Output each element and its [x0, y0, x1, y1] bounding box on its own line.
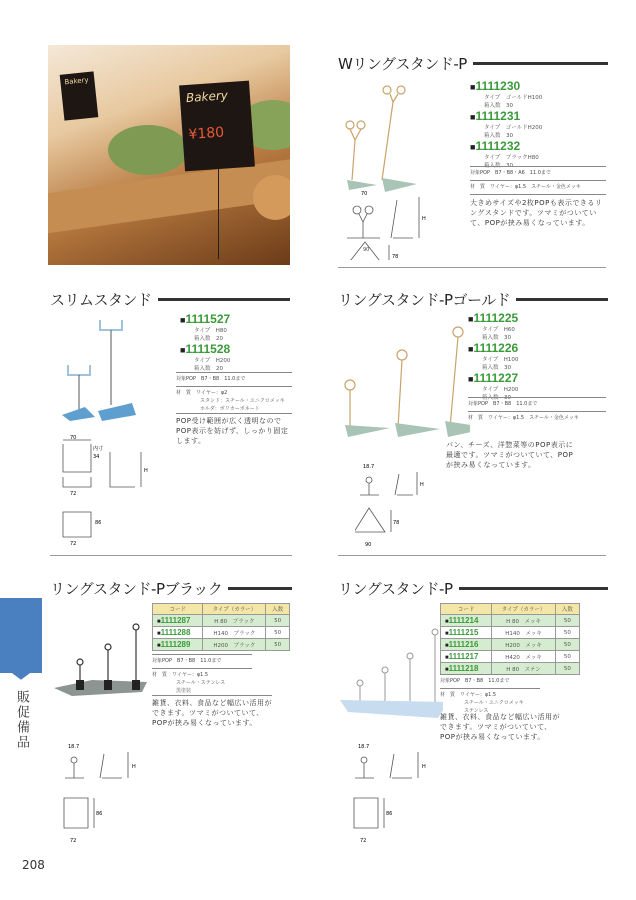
product-qty: 箱入数 30 — [484, 163, 513, 169]
section-title-slim: スリムスタンド — [50, 289, 290, 310]
title-rule — [228, 587, 292, 590]
section-title-black: リングスタンド-Pブラック — [50, 578, 292, 599]
dim-depth: 78 — [393, 520, 400, 526]
black-diagram — [60, 740, 150, 850]
col-header: タイプ（カラー） — [492, 604, 556, 615]
product-code: ■ 1111225 — [468, 312, 518, 326]
product-qty: 箱入数 30 — [484, 103, 513, 109]
spec-pop: 対象POP B7・B8 11.0まで — [152, 654, 252, 668]
dim-width: 18.7 — [358, 744, 370, 750]
spec-material: 材 質 ワイヤー：φ1.5 スチール・金色メッキ — [470, 180, 606, 194]
dim-base: 90 — [363, 247, 370, 253]
col-header: コード — [441, 604, 492, 615]
divider — [338, 555, 606, 556]
cell-qty: 50 — [555, 639, 579, 651]
spec-pop: 対象POP B7・B8 11.0まで — [176, 372, 292, 386]
dim-height: H — [422, 764, 426, 770]
section-title-plain: リングスタンド-P — [338, 578, 608, 599]
spec-black — [152, 654, 272, 728]
title-rule — [459, 587, 608, 590]
title-rule — [516, 298, 608, 301]
spec-material: 黒塗装 — [176, 688, 192, 694]
title-rule — [158, 298, 290, 301]
spec-material: スチール・ユニクロメッキ — [464, 700, 524, 706]
col-header: タイプ（カラー） — [203, 604, 266, 615]
table-row — [153, 615, 290, 627]
dim-inner: 34 — [93, 454, 100, 460]
product-qty: 箱入数 30 — [482, 365, 511, 371]
spec-material: スタンド：スチール・ユニクロメッキ — [200, 398, 285, 404]
photo-sign-price: ¥180 — [188, 124, 225, 143]
spec-pop: 対象POP B7・B8 11.0まで — [440, 674, 540, 688]
dim-height: H — [144, 468, 148, 474]
dim-inner-label: 内寸 — [93, 446, 104, 452]
cell-code: ■ 1111287 — [153, 615, 203, 627]
spec-material: 材 質 ワイヤー：φ2 — [176, 386, 292, 397]
dim-base: 90 — [365, 542, 372, 548]
cell-type: H200 メッキ — [492, 639, 556, 651]
photo-sign-title: Bakery — [185, 88, 229, 106]
divider — [338, 267, 606, 268]
cell-qty: 50 — [266, 627, 290, 639]
product-table-black — [152, 603, 290, 651]
spec-material: 材 質 ワイヤー：φ1.5 — [440, 688, 540, 699]
cell-qty: 50 — [266, 615, 290, 627]
cell-code: ■ 1111214 — [441, 615, 492, 627]
cell-type: H200 ブラック — [203, 639, 266, 651]
cell-qty: 50 — [555, 627, 579, 639]
product-type: タイプ ブラックH80 — [484, 155, 539, 161]
spec-material: スチール・ステンレス — [176, 680, 226, 686]
section-title-gold: リングスタンド-Pゴールド — [338, 289, 608, 310]
dim-width: 70 — [70, 435, 77, 441]
description: 雑貨、衣料、食品など幅広い活用ができます。ツマミがついていて、POPが挟み易くなっています。 — [152, 695, 272, 728]
dim-height: H — [132, 764, 136, 770]
cell-code: ■ 1111288 — [153, 627, 203, 639]
gold-product-image — [340, 325, 470, 445]
product-type: タイプ H200 — [482, 387, 519, 393]
gold-diagram — [355, 460, 445, 550]
product-code: ■ 1111227 — [468, 372, 518, 386]
description: POP受け範囲が広く透明なのでPOP表示を妨げず、しっかり固定します。 — [176, 413, 292, 446]
dim-width: 70 — [361, 191, 368, 197]
product-list-w-ring — [470, 80, 542, 170]
spec-gold — [468, 397, 606, 425]
description: パン、チーズ、洋惣菜等のPOP表示に最適です。ツマミがついていて、POPが挟み易くなっています。 — [446, 441, 574, 469]
dim-depth: 78 — [392, 254, 399, 260]
description: 雑貨、衣料、食品など幅広い活用ができます。ツマミがついていて、POPが挟み易くなっています。 — [440, 713, 560, 741]
product-code: ■ 1111527 — [180, 313, 230, 327]
table-row — [441, 663, 580, 675]
dim-depth: 86 — [386, 811, 393, 817]
title-rule — [473, 62, 608, 65]
bakery-photo — [48, 45, 290, 265]
spec-plain — [440, 674, 540, 715]
page-number: 208 — [22, 858, 45, 872]
product-list-slim — [180, 313, 230, 373]
product-code: ■ 1111528 — [180, 343, 230, 357]
cell-type: H140 ブラック — [203, 627, 266, 639]
product-code: ■ 1111232 — [470, 140, 542, 154]
plain-product-image — [338, 620, 443, 720]
dim-depth: 86 — [95, 520, 102, 526]
spec-w-ring — [470, 166, 606, 228]
table-row — [441, 615, 580, 627]
product-type: タイプ H60 — [482, 327, 515, 333]
product-type: タイプ ゴールドH200 — [484, 125, 543, 131]
spec-pop: 対象POP B7・B8・A6 11.0まで — [470, 166, 606, 180]
spec-material: ホルダ：ポリカーボネート — [200, 406, 260, 412]
black-product-image — [52, 620, 152, 700]
dim-base: 72 — [70, 838, 77, 844]
product-list-gold — [468, 312, 518, 402]
w-ring-product-image — [335, 80, 465, 260]
table-row — [441, 651, 580, 663]
col-header: 入数 — [555, 604, 579, 615]
table-row — [153, 639, 290, 651]
product-type: タイプ H80 — [194, 328, 227, 334]
spec-material: ステンレス — [464, 708, 489, 714]
product-code: ■ 1111230 — [470, 80, 542, 94]
dim-base: 72 — [360, 838, 367, 844]
table-row — [441, 627, 580, 639]
table-row — [441, 639, 580, 651]
product-table-plain — [440, 603, 580, 675]
cell-type: H 80 メッキ — [492, 615, 556, 627]
plain-diagram — [350, 740, 440, 850]
dim-depth: 86 — [96, 811, 103, 817]
spec-pop: 対象POP B7・B8 11.0まで — [468, 397, 606, 411]
cell-qty: 50 — [555, 651, 579, 663]
col-header: 入数 — [266, 604, 290, 615]
cell-type: H140 メッキ — [492, 627, 556, 639]
dim-width: 18.7 — [68, 744, 80, 750]
dim-base: 72 — [70, 491, 77, 497]
description: 大きめサイズや2枚POPも表示できるリングスタンドです。ツマミがついていて、POPが挟み易くなっています。 — [470, 194, 606, 228]
sidebar-label: 販促備品 — [14, 690, 29, 750]
cell-code: ■ 1111289 — [153, 639, 203, 651]
product-qty: 箱入数 30 — [484, 133, 513, 139]
cell-code: ■ 1111217 — [441, 651, 492, 663]
product-code: ■ 1111231 — [470, 110, 542, 124]
cell-code: ■ 1111218 — [441, 663, 492, 675]
spec-material: 材 質 ワイヤー：φ1.5 — [152, 668, 252, 679]
product-type: タイプ H200 — [194, 358, 231, 364]
slim-diagram — [55, 432, 175, 547]
cell-type: H 80 ブラック — [203, 615, 266, 627]
dim-base: 72 — [70, 541, 77, 547]
dim-width: 18.7 — [363, 464, 375, 470]
product-code: ■ 1111226 — [468, 342, 518, 356]
divider — [50, 555, 292, 556]
product-qty: 箱入数 30 — [482, 395, 511, 401]
section-title-w-ring: Wリングスタンド-P — [338, 53, 608, 74]
cell-type: H 80 ステン — [492, 663, 556, 675]
product-type: タイプ ゴールドH100 — [484, 95, 543, 101]
dim-height: H — [420, 482, 424, 488]
col-header: コード — [153, 604, 203, 615]
cell-code: ■ 1111216 — [441, 639, 492, 651]
photo-sign-small: Bakery — [60, 71, 99, 120]
chevron-down-icon — [0, 658, 42, 682]
cell-qty: 50 — [266, 639, 290, 651]
table-row — [153, 627, 290, 639]
product-type: タイプ H100 — [482, 357, 519, 363]
cell-type: H420 メッキ — [492, 651, 556, 663]
spec-slim — [176, 372, 292, 446]
dim-height: H — [422, 216, 426, 222]
slim-product-image — [60, 315, 160, 425]
cell-code: ■ 1111215 — [441, 627, 492, 639]
product-qty: 箱入数 20 — [194, 366, 223, 372]
cell-qty: 50 — [555, 663, 579, 675]
product-qty: 箱入数 30 — [482, 335, 511, 341]
cell-qty: 50 — [555, 615, 579, 627]
spec-material: 材 質 ワイヤー：φ1.5 スチール・金色メッキ — [468, 411, 606, 425]
product-qty: 箱入数 20 — [194, 336, 223, 342]
